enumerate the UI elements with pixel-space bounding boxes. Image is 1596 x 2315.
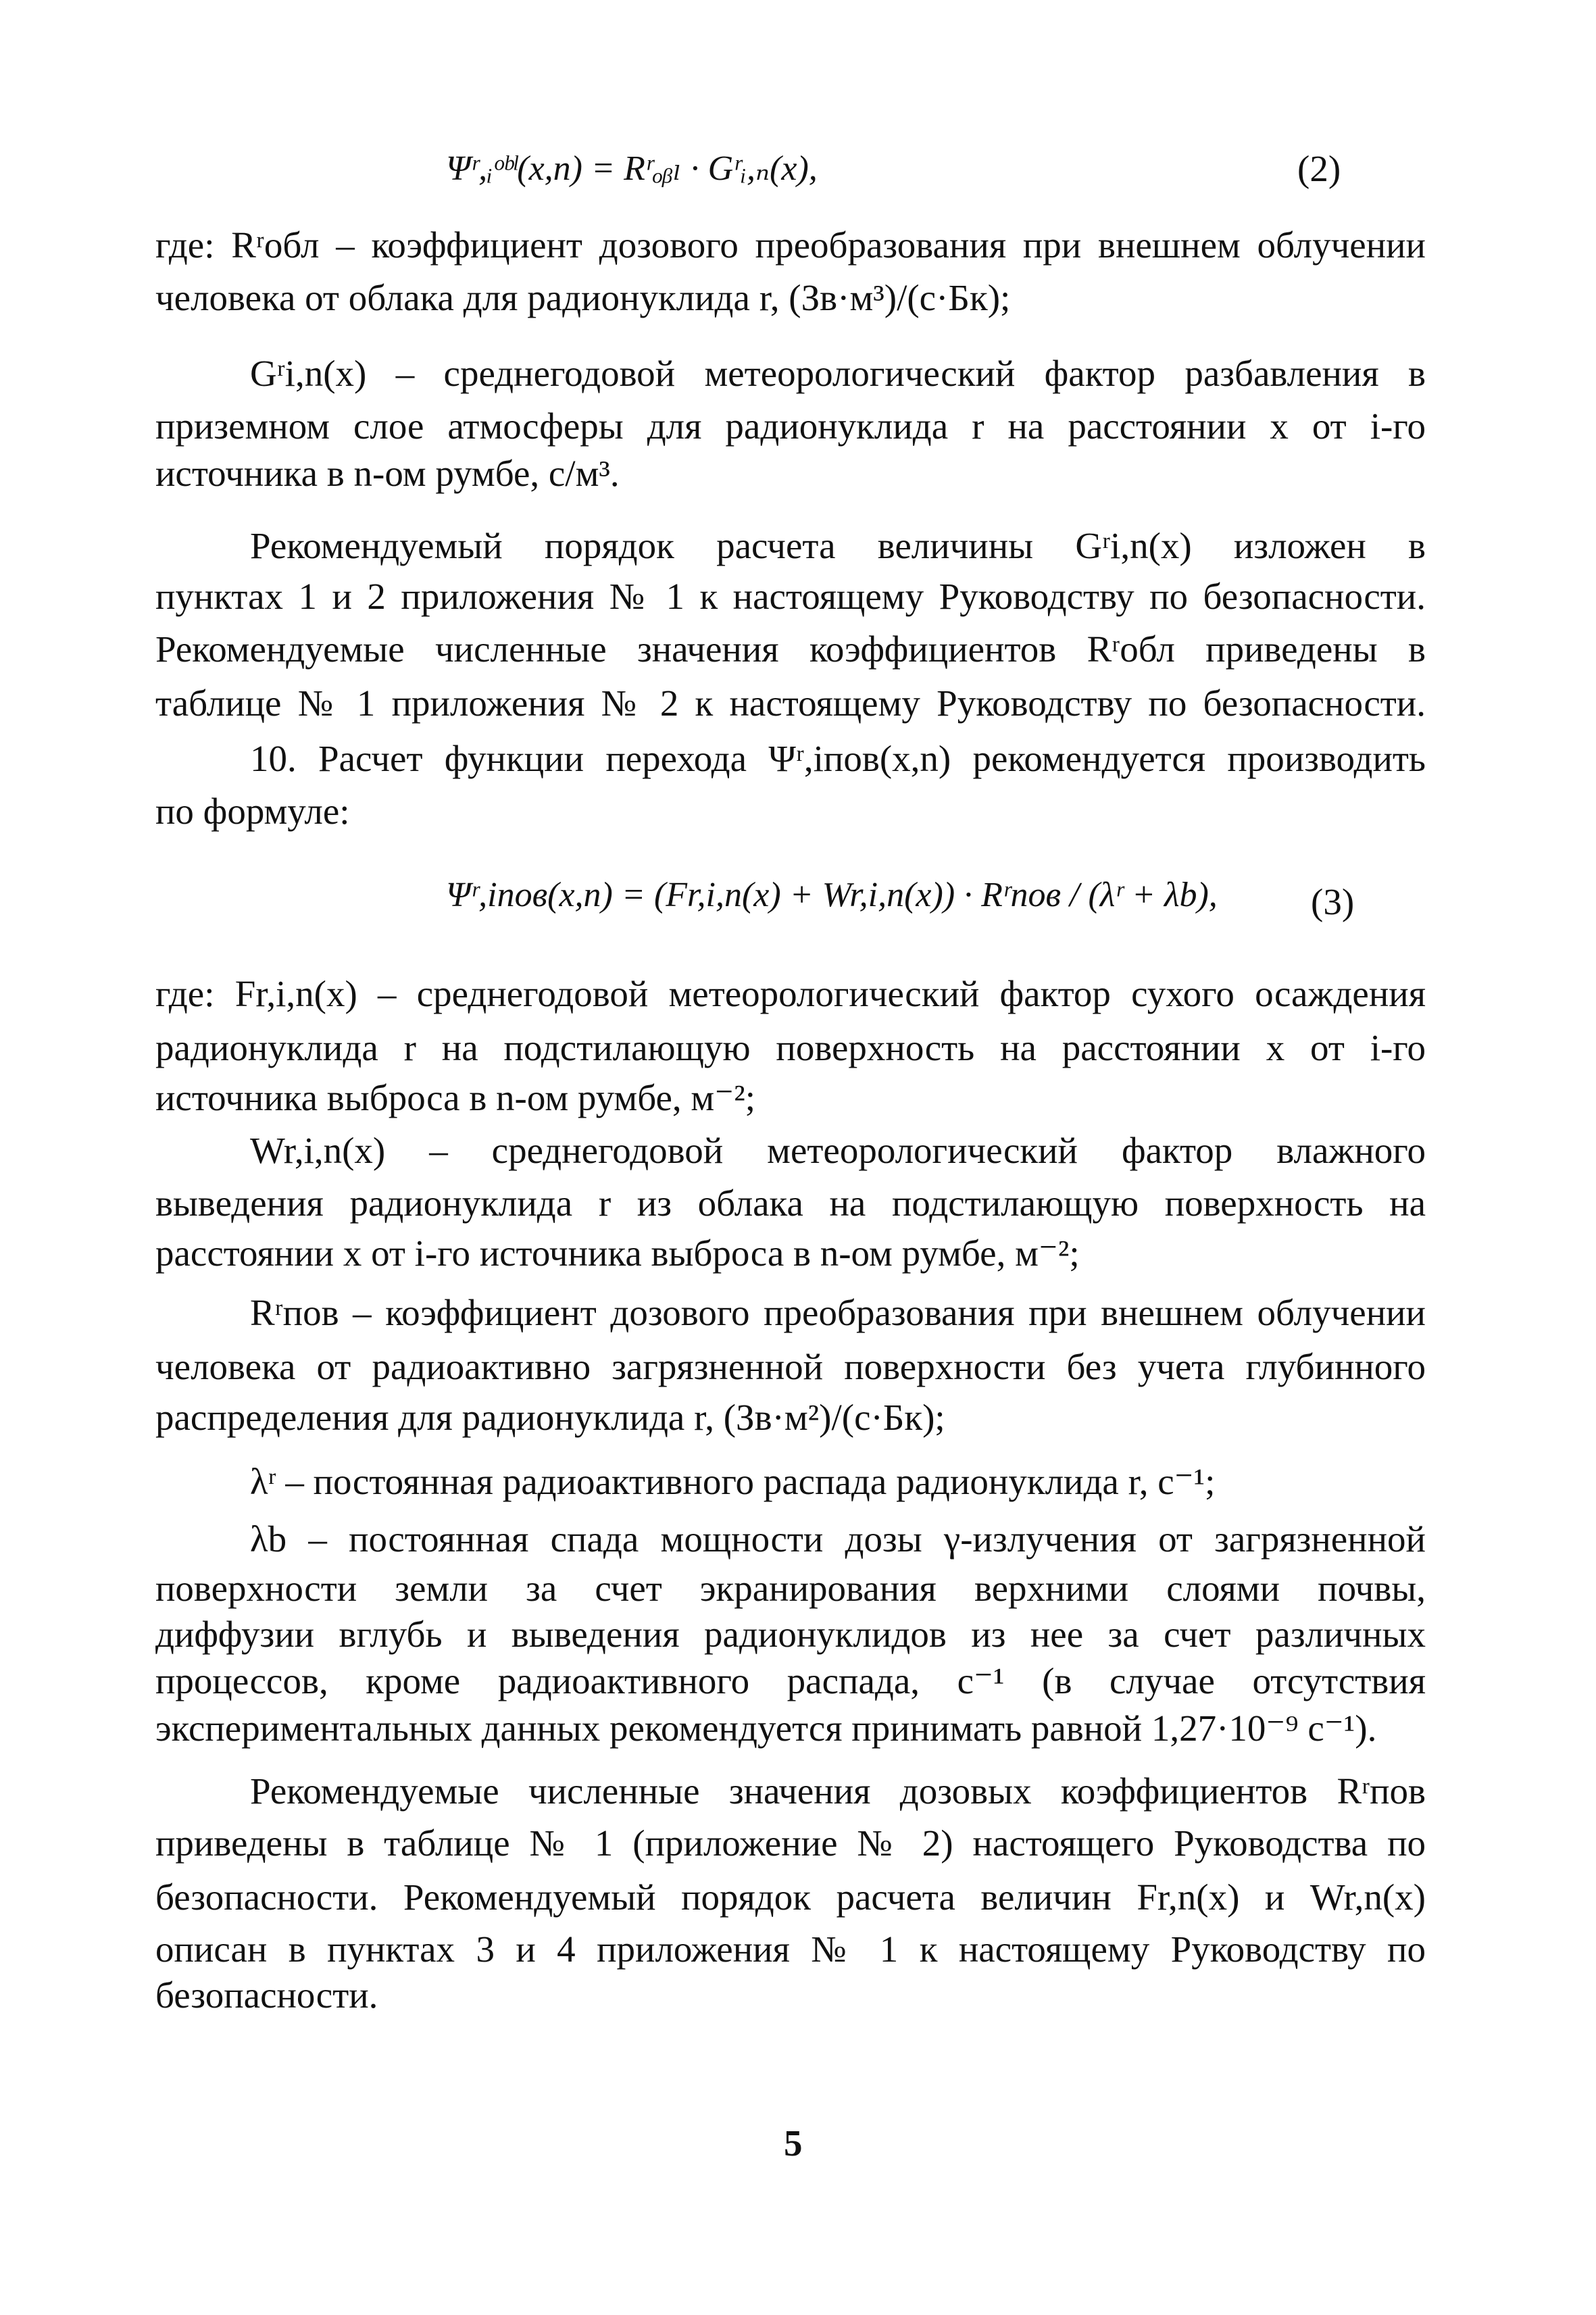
formula-3-number: (3) <box>1311 881 1355 922</box>
text-line: пунктах 1 и 2 приложения № 1 к настоящему Руководству по безопасности. <box>155 576 1426 617</box>
text-line: приведены в таблице № 1 (приложение № 2) настоящего Руководства по <box>155 1822 1426 1864</box>
text-line: распределения для радионуклида r, (Зв·м²)/(с·Бк); <box>155 1397 945 1438</box>
text-line: диффузии вглубь и выведения радионуклидов из нее за счет различных <box>155 1614 1426 1655</box>
text-line: процессов, кроме радиоактивного распада, с⁻¹ (в случае отсутствия <box>155 1660 1426 1701</box>
text-line: λb – постоянная спада мощности дозы γ-излучения от загрязненной <box>250 1518 1426 1560</box>
text-line: Rʳпов – коэффициент дозового преобразования при внешнем облучении <box>250 1292 1426 1333</box>
text-line: человека от радиоактивно загрязненной поверхности без учета глубинного <box>155 1346 1426 1387</box>
text-line: экспериментальных данных рекомендуется принимать равной 1,27·10⁻⁹ с⁻¹). <box>155 1708 1377 1749</box>
text-line: безопасности. <box>155 1974 378 2016</box>
text-line: человека от облака для радионуклида r, (Зв·м³)/(с·Бк); <box>155 277 1011 318</box>
formula-2: Ψʳ,ᵢᵒᵇˡ(x,n) = Rʳₒᵦₗ · Gʳᵢ,ₙ(x), <box>446 149 818 188</box>
text-line: Рекомендуемый порядок расчета величины Gʳi,n(x) изложен в <box>250 525 1426 566</box>
text-line: источника выброса в n-ом румбе, м⁻²; <box>155 1077 756 1118</box>
text-line: поверхности земли за счет экранирования верхними слоями почвы, <box>155 1568 1426 1609</box>
text-line: таблице № 1 приложения № 2 к настоящему Руководству по безопасности. <box>155 682 1426 724</box>
text-line: источника в n-ом румбе, с/м³. <box>155 453 620 494</box>
text-line: выведения радионуклида r из облака на подстилающую поверхность на <box>155 1183 1426 1224</box>
text-line: Wr,i,n(x) – среднегодовой метеорологический фактор влажного <box>250 1130 1426 1171</box>
text-line: безопасности. Рекомендуемый порядок расчета величин Fr,n(x) и Wr,n(x) <box>155 1876 1426 1918</box>
formula-2-number: (2) <box>1297 148 1341 189</box>
text-line: Рекомендуемые численные значения дозовых коэффициентов Rʳпов <box>250 1770 1426 1812</box>
text-line: где: Rʳобл – коэффициент дозового преобразования при внешнем облучении <box>155 224 1426 266</box>
text-line: приземном слое атмосферы для радионуклида r на расстоянии x от i-го <box>155 405 1426 447</box>
text-line: где: Fr,i,n(x) – среднегодовой метеорологический фактор сухого осаждения <box>155 973 1426 1014</box>
text-line: Рекомендуемые численные значения коэффициентов Rʳобл приведены в <box>155 628 1426 670</box>
page-number: 5 <box>784 2122 803 2164</box>
text-line: по формуле: <box>155 791 350 832</box>
formula-3: Ψʳ,iпов(x,n) = (Fr,i,n(x) + Wr,i,n(x)) · Rʳпов / (λʳ + λb), <box>446 876 1218 914</box>
text-line: λʳ – постоянная радиоактивного распада радионуклида r, с⁻¹; <box>250 1461 1216 1502</box>
text-line: описан в пунктах 3 и 4 приложения № 1 к настоящему Руководству по <box>155 1928 1426 1970</box>
text-line: расстоянии x от i-го источника выброса в n-ом румбе, м⁻²; <box>155 1233 1080 1274</box>
text-line: Gʳi,n(x) – среднегодовой метеорологический фактор разбавления в <box>250 353 1426 394</box>
text-line: 10. Расчет функции перехода Ψʳ,iпов(x,n) рекомендуется производить <box>250 738 1426 779</box>
text-line: радионуклида r на подстилающую поверхность на расстоянии x от i-го <box>155 1027 1426 1068</box>
